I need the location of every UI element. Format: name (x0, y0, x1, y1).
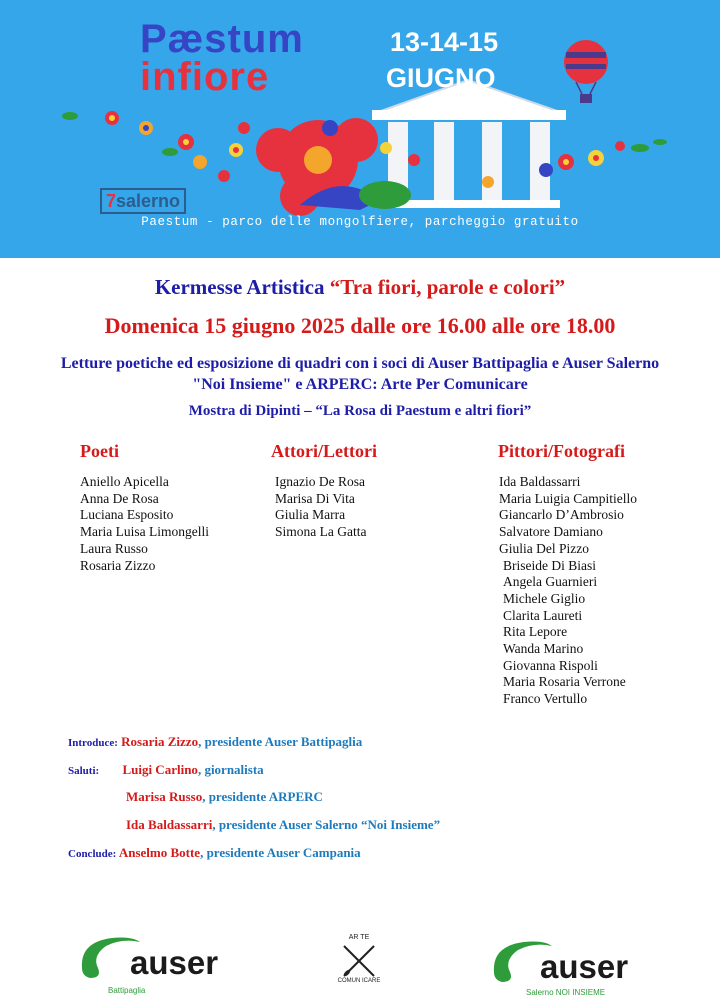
credit-name: Rosaria Zizzo (121, 734, 199, 749)
list-item: Angela Guarnieri (503, 574, 598, 590)
list-item: Maria Rosaria Verrone (503, 674, 626, 690)
list-item: Giulia Marra (275, 507, 346, 523)
credit-saluti-2 (126, 788, 323, 806)
list-item: Anna De Rosa (80, 490, 159, 506)
credit-name: Marisa Russo (126, 789, 203, 804)
list-item: Giovanna Rispoli (503, 657, 598, 673)
event-title-quote: “Tra fiori, parole e colori” (329, 275, 566, 299)
auser-logo-sub: Battipaglia (108, 986, 146, 995)
credit-label: Introduce: (68, 737, 118, 749)
banner-month: GIUGNO (386, 63, 496, 93)
attori-list (275, 474, 366, 541)
credit-name: Ida Baldassarri (126, 817, 213, 832)
pittori-list (499, 474, 637, 708)
list-item: Salvatore Damiano (499, 524, 603, 540)
list-item: Franco Vertullo (503, 691, 588, 707)
poeti-heading: Poeti (80, 441, 119, 461)
arperc-logo (330, 932, 388, 990)
salerno-logo (100, 188, 186, 214)
list-item: Ignazio De Rosa (275, 474, 365, 489)
credit-name: Luigi Carlino (122, 762, 198, 777)
list-item: Aniello Apicella (80, 474, 169, 489)
credit-label: Conclude: (68, 848, 117, 860)
exhibition-title: Mostra di Dipinti – “La Rosa di Paestum e altri fiori” (188, 403, 532, 419)
salerno-logo-text: salerno (116, 191, 181, 211)
pittori-heading: Pittori/Fotografi (498, 441, 625, 461)
event-date: Domenica 15 giugno 2025 dalle ore 16.00 alle ore 18.00 (104, 313, 616, 338)
salerno-logo-seven: 7 (106, 191, 117, 211)
list-item: Laura Russo (80, 540, 148, 556)
list-item: Rosaria Zizzo (80, 557, 156, 573)
arperc-logo-top: AR TE (348, 934, 370, 941)
list-item: Luciana Esposito (80, 507, 174, 523)
auser-battipaglia-logo (72, 924, 232, 1000)
attori-heading: Attori/Lettori (271, 441, 377, 461)
list-item: Marisa Di Vita (275, 490, 355, 506)
credit-role: , presidente Auser Battipaglia (198, 734, 363, 749)
list-item: Wanda Marino (503, 641, 584, 657)
list-item: Clarita Laureti (503, 607, 583, 623)
balloon-illustration (564, 40, 608, 103)
event-title (0, 275, 720, 300)
event-banner (0, 0, 720, 258)
list-item: Maria Luisa Limongelli (80, 524, 209, 540)
credit-role: , presidente Auser Salerno “Noi Insieme” (212, 817, 441, 832)
arperc-logo-bottom: COMUN ICARE (337, 978, 381, 984)
auser-logo-sub: Salerno NOI INSIEME (526, 988, 606, 997)
credit-conclude (68, 844, 361, 863)
credit-label: Saluti: (68, 765, 100, 777)
list-item: Ida Baldassarri (499, 474, 581, 489)
credit-saluti-3 (126, 816, 440, 834)
credit-role: , giornalista (197, 762, 264, 777)
credit-name: Anselmo Botte (118, 845, 201, 860)
auser-logo-word: auser (540, 948, 629, 985)
auser-salerno-logo (484, 928, 654, 1000)
credit-saluti (68, 761, 264, 780)
credit-introduce (68, 733, 362, 752)
credit-role: , presidente ARPERC (202, 789, 323, 804)
auser-logo-word: auser (130, 944, 219, 981)
credit-role: , presidente Auser Campania (200, 845, 361, 860)
event-description: Letture poetiche ed esposizione di quadri con i soci di Auser Battipaglia e Auser Salerno "Noi Insieme" e ARPERC: Arte Per Comunicare (60, 355, 660, 393)
event-title-prefix: Kermesse Artistica (154, 275, 325, 299)
poeti-list (80, 474, 209, 574)
list-item: Giulia Del Pizzo (499, 540, 589, 556)
list-item: Briseide Di Biasi (503, 557, 596, 573)
list-item: Michele Giglio (503, 590, 586, 606)
banner-dates: 13-14-15 (390, 27, 499, 57)
banner-title-line1: Pæstum (140, 17, 304, 61)
list-item: Rita Lepore (503, 624, 568, 640)
list-item: Giancarlo D’Ambrosio (499, 507, 624, 523)
banner-title-line2: infiore (140, 55, 270, 99)
banner-location: Paestum - parco delle mongolfiere, parcheggio gratuito (141, 215, 579, 229)
list-item: Simona La Gatta (275, 524, 367, 540)
list-item: Maria Luigia Campitiello (499, 490, 637, 506)
